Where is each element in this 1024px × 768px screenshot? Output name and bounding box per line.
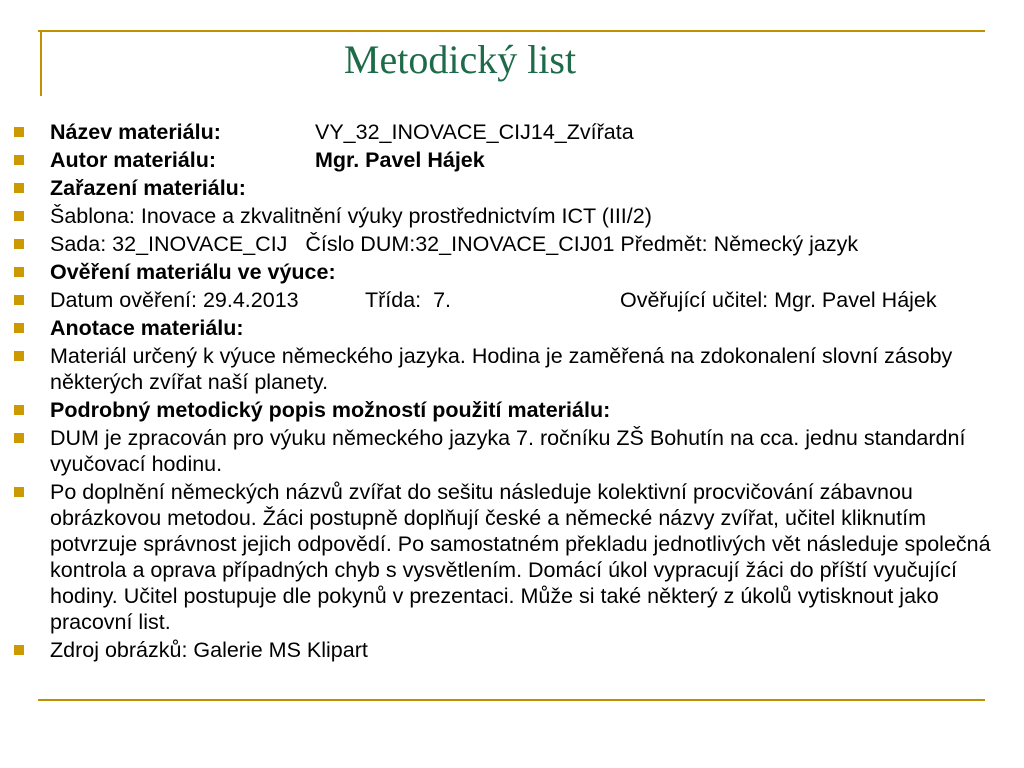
list-item (0, 231, 1008, 257)
bullet-text: Anotace materiálu: (50, 316, 244, 340)
list-item (0, 259, 1008, 285)
bullet-square-icon (14, 127, 24, 137)
list-item (0, 287, 1008, 313)
list-item (0, 637, 1008, 663)
bullet-square-icon (14, 323, 24, 333)
list-item (0, 147, 1008, 173)
list-item (0, 397, 1008, 423)
bullet-square-icon (14, 239, 24, 249)
bullet-text: Název materiálu: VY_32_INOVACE_CIJ14_Zvířata (50, 120, 634, 144)
bullet-square-icon (14, 433, 24, 443)
bullet-text: Ověření materiálu ve výuce: (50, 260, 336, 284)
bottom-rule (38, 699, 985, 701)
title-top-rule (38, 30, 985, 32)
bullet-square-icon (14, 295, 24, 305)
list-item (0, 479, 1008, 635)
list-item (0, 119, 1008, 145)
bullet-square-icon (14, 351, 24, 361)
bullet-square-icon (14, 405, 24, 415)
bullet-text: Šablona: Inovace a zkvalitnění výuky prostřednictvím ICT (III/2) (50, 204, 652, 228)
bullet-square-icon (14, 487, 24, 497)
page-title: Metodický list (343, 37, 577, 82)
bullet-text: Datum ověření: 29.4.2013 Třída: 7. Ověřující učitel: Mgr. Pavel Hájek (50, 288, 937, 312)
bullet-square-icon (14, 211, 24, 221)
bullet-text: Zařazení materiálu: (50, 176, 246, 200)
bullet-text: Podrobný metodický popis možností použití materiálu: (50, 398, 611, 422)
bullet-square-icon (14, 267, 24, 277)
bullet-text: Po doplnění německých názvů zvířat do sešitu následuje kolektivní procvičování zábavnou obrázkovou metodou. Žáci postupně doplňují české a německé názvy zvířat, učitel kliknutím potvrzuje správnost jejich odpovědí. Po samostatném překladu jednotlivých vět následuje společná kontrola a oprava případných chyb s vysvětlením. Domácí úkol vypracují žáci do příští vyučující hodiny. Učitel postupuje dle pokynů v prezentaci. Může si také některý z úkolů vytisknout jako pracovní list. (50, 480, 997, 634)
bullet-text: Sada: 32_INOVACE_CIJ Číslo DUM:32_INOVACE_CIJ01 Předmět: Německý jazyk (50, 232, 859, 256)
bullet-list (0, 119, 1008, 665)
bullet-text: Zdroj obrázků: Galerie MS Klipart (50, 638, 368, 662)
list-item (0, 203, 1008, 229)
list-item (0, 175, 1008, 201)
list-item (0, 343, 1008, 395)
bullet-square-icon (14, 183, 24, 193)
bullet-square-icon (14, 645, 24, 655)
list-item (0, 425, 1008, 477)
bullet-square-icon (14, 155, 24, 165)
list-item (0, 315, 1008, 341)
bullet-text: DUM je zpracován pro výuku německého jazyka 7. ročníku ZŠ Bohutín na cca. jednu standardní vyučovací hodinu. (50, 426, 972, 476)
bullet-text: Materiál určený k výuce německého jazyka. Hodina je zaměřená na zdokonalení slovní zásoby některých zvířat naší planety. (50, 344, 959, 394)
bullet-text: Autor materiálu: Mgr. Pavel Hájek (50, 148, 485, 172)
